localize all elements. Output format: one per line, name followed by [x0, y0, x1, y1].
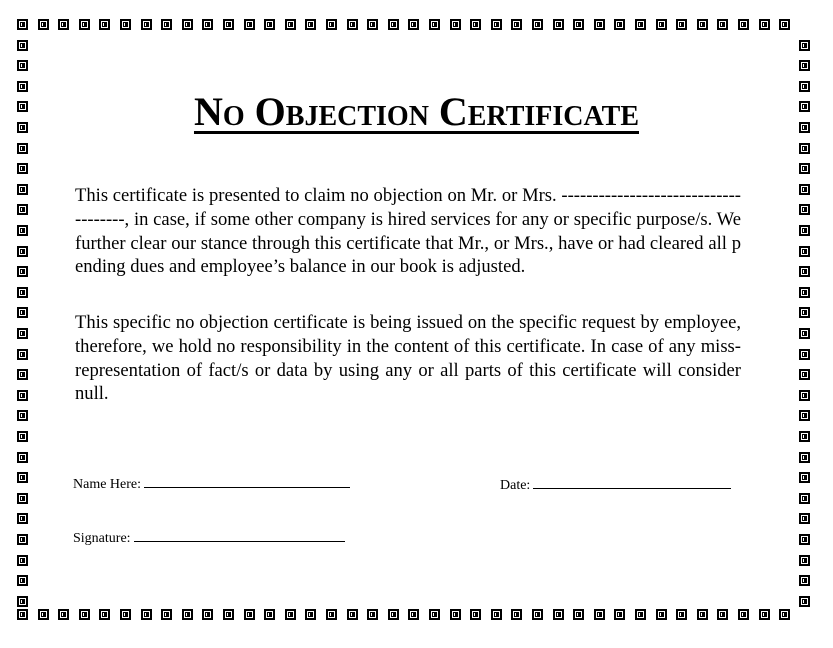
greek-key-square-icon — [223, 609, 234, 620]
greek-key-square-icon — [799, 163, 810, 174]
greek-key-square-icon — [799, 40, 810, 51]
greek-key-square-icon — [717, 19, 728, 30]
greek-key-square-icon — [799, 266, 810, 277]
greek-key-square-icon — [799, 534, 810, 545]
greek-key-square-icon — [491, 609, 502, 620]
greek-key-square-icon — [656, 19, 667, 30]
greek-key-square-icon — [429, 19, 440, 30]
greek-key-square-icon — [614, 609, 625, 620]
date-field — [500, 474, 731, 494]
greek-key-square-icon — [17, 143, 28, 154]
greek-key-square-icon — [635, 609, 646, 620]
certificate-title-text: No Objection Certificate — [193, 89, 639, 134]
greek-key-square-icon — [799, 431, 810, 442]
greek-key-square-icon — [697, 609, 708, 620]
signature-field — [73, 527, 345, 547]
greek-key-square-icon — [17, 513, 28, 524]
greek-key-square-icon — [429, 609, 440, 620]
greek-key-square-icon — [17, 575, 28, 586]
greek-key-square-icon — [182, 19, 193, 30]
greek-key-square-icon — [799, 328, 810, 339]
greek-key-square-icon — [532, 609, 543, 620]
greek-key-square-icon — [799, 575, 810, 586]
greek-key-square-icon — [17, 390, 28, 401]
greek-key-square-icon — [305, 609, 316, 620]
greek-key-square-icon — [799, 410, 810, 421]
greek-key-square-icon — [799, 204, 810, 215]
greek-key-square-icon — [799, 452, 810, 463]
greek-key-square-icon — [202, 609, 213, 620]
greek-key-square-icon — [532, 19, 543, 30]
greek-key-square-icon — [388, 609, 399, 620]
greek-key-square-icon — [799, 513, 810, 524]
greek-key-square-icon — [799, 246, 810, 257]
greek-key-square-icon — [17, 225, 28, 236]
greek-key-square-icon — [17, 472, 28, 483]
greek-key-square-icon — [738, 609, 749, 620]
greek-key-square-icon — [511, 19, 522, 30]
certificate-paragraph-2: This specific no objection certificate is being issued on the specific request by employee, therefore, we hold no responsibility in the content of this certificate. In case of any miss-representation of fact/s or data by using any or all parts of this certificate will consider null. — [75, 312, 741, 405]
greek-key-square-icon — [120, 609, 131, 620]
greek-key-square-icon — [58, 609, 69, 620]
greek-key-square-icon — [799, 369, 810, 380]
greek-key-square-icon — [738, 19, 749, 30]
greek-key-square-icon — [223, 19, 234, 30]
certificate-title — [0, 86, 833, 138]
name-field — [73, 473, 350, 493]
greek-key-square-icon — [779, 19, 790, 30]
greek-key-square-icon — [799, 184, 810, 195]
greek-key-square-icon — [450, 609, 461, 620]
greek-key-square-icon — [759, 609, 770, 620]
greek-key-square-icon — [594, 609, 605, 620]
greek-key-square-icon — [450, 19, 461, 30]
greek-key-square-icon — [470, 609, 481, 620]
greek-key-square-icon — [553, 19, 564, 30]
greek-key-square-icon — [141, 19, 152, 30]
greek-key-square-icon — [17, 369, 28, 380]
greek-key-square-icon — [58, 19, 69, 30]
greek-key-square-icon — [141, 609, 152, 620]
greek-key-square-icon — [38, 609, 49, 620]
greek-key-square-icon — [326, 19, 337, 30]
greek-key-square-icon — [285, 609, 296, 620]
greek-key-square-icon — [17, 493, 28, 504]
greek-key-square-icon — [635, 19, 646, 30]
signature-blank-line[interactable] — [134, 527, 345, 542]
greek-key-square-icon — [573, 609, 584, 620]
greek-key-square-icon — [799, 307, 810, 318]
greek-key-square-icon — [326, 609, 337, 620]
greek-key-square-icon — [17, 452, 28, 463]
greek-key-square-icon — [367, 19, 378, 30]
greek-key-square-icon — [38, 19, 49, 30]
greek-key-square-icon — [491, 19, 502, 30]
name-label: Name Here: — [73, 477, 142, 492]
greek-key-square-icon — [17, 266, 28, 277]
greek-key-square-icon — [17, 60, 28, 71]
greek-key-square-icon — [799, 472, 810, 483]
greek-key-square-icon — [799, 143, 810, 154]
greek-key-square-icon — [120, 19, 131, 30]
greek-key-square-icon — [408, 19, 419, 30]
greek-key-square-icon — [264, 609, 275, 620]
greek-key-square-icon — [799, 555, 810, 566]
date-label: Date: — [500, 478, 531, 493]
greek-key-square-icon — [367, 609, 378, 620]
greek-key-square-icon — [17, 184, 28, 195]
greek-key-square-icon — [79, 609, 90, 620]
greek-key-square-icon — [202, 19, 213, 30]
greek-key-square-icon — [17, 204, 28, 215]
greek-key-square-icon — [779, 609, 790, 620]
greek-key-square-icon — [799, 596, 810, 607]
greek-key-square-icon — [388, 19, 399, 30]
greek-key-square-icon — [244, 19, 255, 30]
greek-key-square-icon — [553, 609, 564, 620]
greek-key-square-icon — [17, 534, 28, 545]
greek-key-square-icon — [17, 410, 28, 421]
greek-key-square-icon — [182, 609, 193, 620]
greek-key-square-icon — [759, 19, 770, 30]
greek-key-square-icon — [17, 596, 28, 607]
date-blank-line[interactable] — [533, 474, 731, 489]
greek-key-square-icon — [470, 19, 481, 30]
greek-key-square-icon — [676, 609, 687, 620]
greek-key-square-icon — [799, 60, 810, 71]
greek-key-square-icon — [17, 246, 28, 257]
greek-key-square-icon — [17, 555, 28, 566]
greek-key-square-icon — [17, 19, 28, 30]
greek-key-square-icon — [264, 19, 275, 30]
greek-key-square-icon — [285, 19, 296, 30]
greek-key-square-icon — [17, 163, 28, 174]
greek-key-square-icon — [17, 349, 28, 360]
greek-key-square-icon — [305, 19, 316, 30]
greek-key-square-icon — [161, 609, 172, 620]
greek-key-square-icon — [17, 287, 28, 298]
greek-key-square-icon — [17, 328, 28, 339]
greek-key-square-icon — [244, 609, 255, 620]
greek-key-square-icon — [614, 19, 625, 30]
certificate-paragraph-1: This certificate is presented to claim no objection on Mr. or Mrs. -------------------------------------, in case, if some other company is hired services for any or specific purpose/s. We further clear our stance through this certificate that Mr., or Mrs., have or had cleared all pending dues and employee’s balance in our book is adjusted. — [75, 185, 741, 278]
greek-key-square-icon — [511, 609, 522, 620]
greek-key-square-icon — [676, 19, 687, 30]
greek-key-square-icon — [79, 19, 90, 30]
greek-key-square-icon — [99, 609, 110, 620]
greek-key-square-icon — [799, 349, 810, 360]
greek-key-square-icon — [17, 609, 28, 620]
greek-key-square-icon — [697, 19, 708, 30]
greek-key-square-icon — [99, 19, 110, 30]
greek-key-square-icon — [17, 40, 28, 51]
greek-key-square-icon — [17, 307, 28, 318]
greek-key-square-icon — [717, 609, 728, 620]
signature-label: Signature: — [73, 531, 131, 546]
greek-key-square-icon — [799, 225, 810, 236]
greek-key-square-icon — [347, 609, 358, 620]
greek-key-square-icon — [799, 287, 810, 298]
name-blank-line[interactable] — [144, 473, 350, 488]
greek-key-square-icon — [656, 609, 667, 620]
greek-key-square-icon — [17, 431, 28, 442]
greek-key-square-icon — [799, 493, 810, 504]
greek-key-square-icon — [573, 19, 584, 30]
greek-key-square-icon — [161, 19, 172, 30]
greek-key-square-icon — [799, 390, 810, 401]
greek-key-square-icon — [347, 19, 358, 30]
greek-key-square-icon — [408, 609, 419, 620]
greek-key-square-icon — [594, 19, 605, 30]
